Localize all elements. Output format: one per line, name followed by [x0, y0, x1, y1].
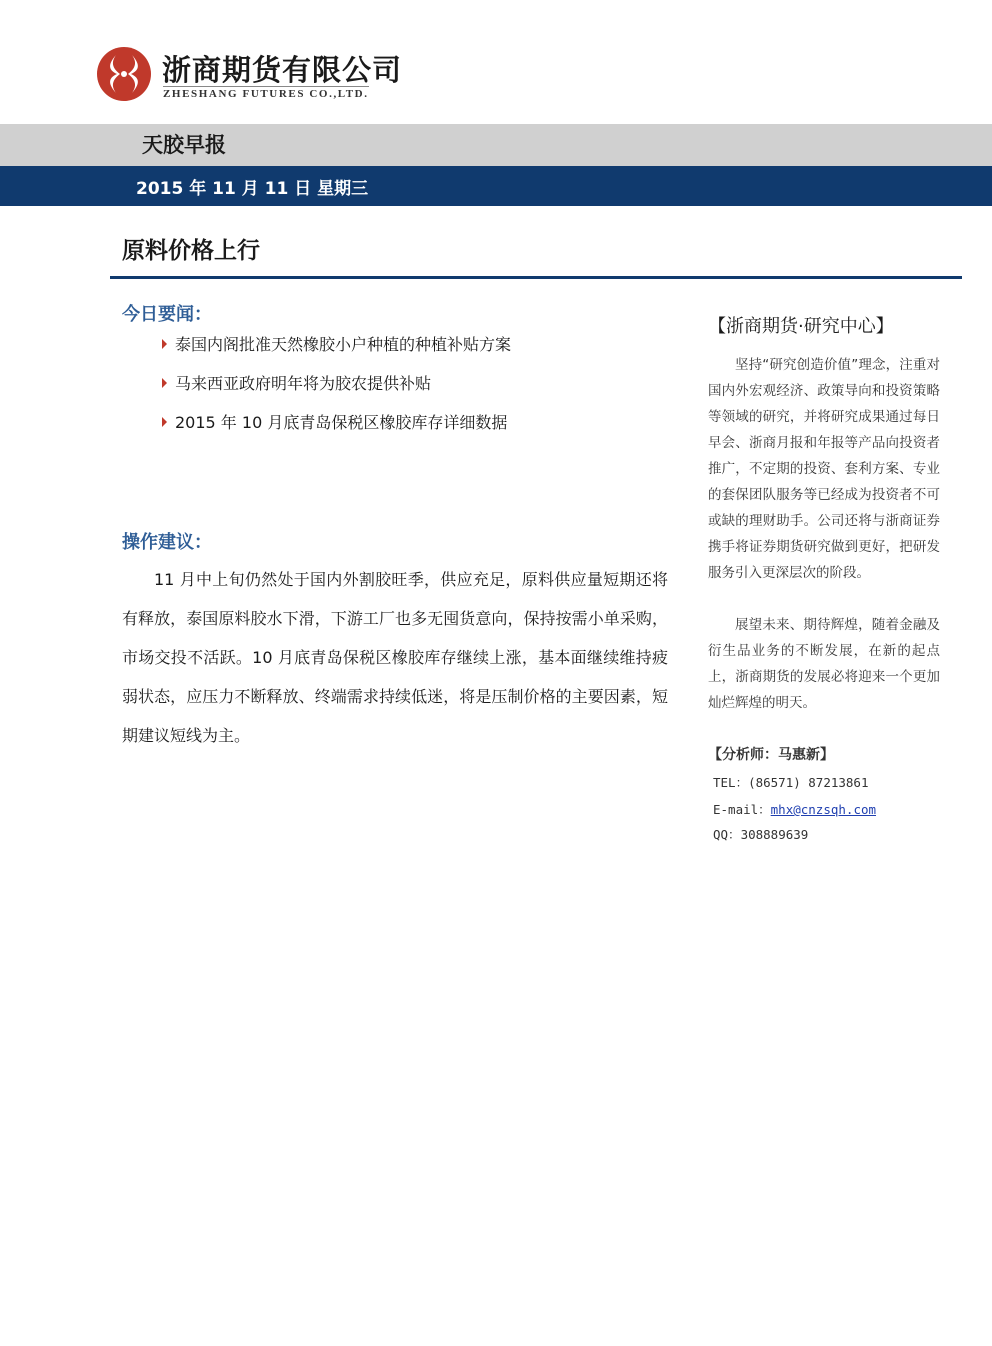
contact-tel — [713, 773, 869, 791]
email-link[interactable]: mhx@cnzsqh.com — [770, 802, 877, 817]
date-band — [0, 166, 992, 206]
triangle-bullet-icon — [162, 339, 167, 349]
advice-paragraph: 11 月中上旬仍然处于国内外割胶旺季，供应充足，原料供应量短期还将有释放，泰国原料胶水下滑，下游工厂也多无囤货意向，保持按需小单采购，市场交投不活跃。10 月底青岛保税区橡胶库存继续上涨，基本面继续维持疲弱状态，应压力不断释放、终端需求持续低迷，将是压制价格的主要因素，短期建议短线为主。 — [122, 570, 668, 745]
qq-label: QQ： — [713, 827, 741, 842]
report-date: 2015 年 11 月 11 日 星期三 — [136, 179, 369, 199]
contact-qq — [713, 825, 808, 843]
contact-email — [713, 800, 876, 818]
qq-value: 308889639 — [740, 827, 809, 842]
company-name-en: ZHESHANG FUTURES CO.,LTD. — [163, 88, 369, 100]
triangle-bullet-icon — [162, 417, 167, 427]
sidebar-title: 【浙商期货·研究中心】 — [708, 316, 894, 337]
list-item — [162, 373, 511, 412]
tel-label: TEL： — [713, 775, 749, 790]
news-item-text: 马来西亚政府明年将为胶农提供补贴 — [175, 374, 432, 393]
list-item — [162, 412, 511, 451]
news-list — [162, 334, 511, 451]
news-heading: 今日要闻： — [122, 304, 212, 325]
page-title: 原料价格上行 — [122, 238, 260, 264]
company-name-cn: 浙商期货有限公司 — [162, 53, 403, 87]
email-label: E-mail： — [713, 802, 771, 817]
report-name-band — [0, 124, 992, 166]
triangle-bullet-icon — [162, 378, 167, 388]
zheshang-logo-icon — [96, 46, 152, 102]
news-item-text: 2015 年 10 月底青岛保税区橡胶库存详细数据 — [175, 413, 508, 432]
title-divider — [110, 276, 962, 279]
list-item — [162, 334, 511, 373]
news-item-text: 泰国内阁批准天然橡胶小户种植的种植补贴方案 — [175, 335, 512, 354]
analyst-name: 【分析师：马惠新】 — [708, 747, 834, 763]
tel-value: (86571) 87213861 — [748, 775, 869, 790]
report-name: 天胶早报 — [142, 133, 226, 157]
sidebar-intro-paragraph: 坚持“研究创造价值”理念，注重对国内外宏观经济、政策导向和投资策略等领域的研究，并将研究成果通过每日早会、浙商月报和年报等产品向投资者推广，不定期的投资、套利方案、专业的套保团队服务等已经成为投资者不可或缺的理财助手。公司还将与浙商证券携手将证券期货研究做到更好，把研发服务引入更深层次的阶段。 — [708, 357, 940, 581]
advice-heading: 操作建议： — [122, 532, 212, 553]
sidebar-outlook-paragraph: 展望未来、期待辉煌，随着金融及衍生品业务的不断发展，在新的起点上，浙商期货的发展必将迎来一个更加灿烂辉煌的明天。 — [708, 617, 940, 711]
